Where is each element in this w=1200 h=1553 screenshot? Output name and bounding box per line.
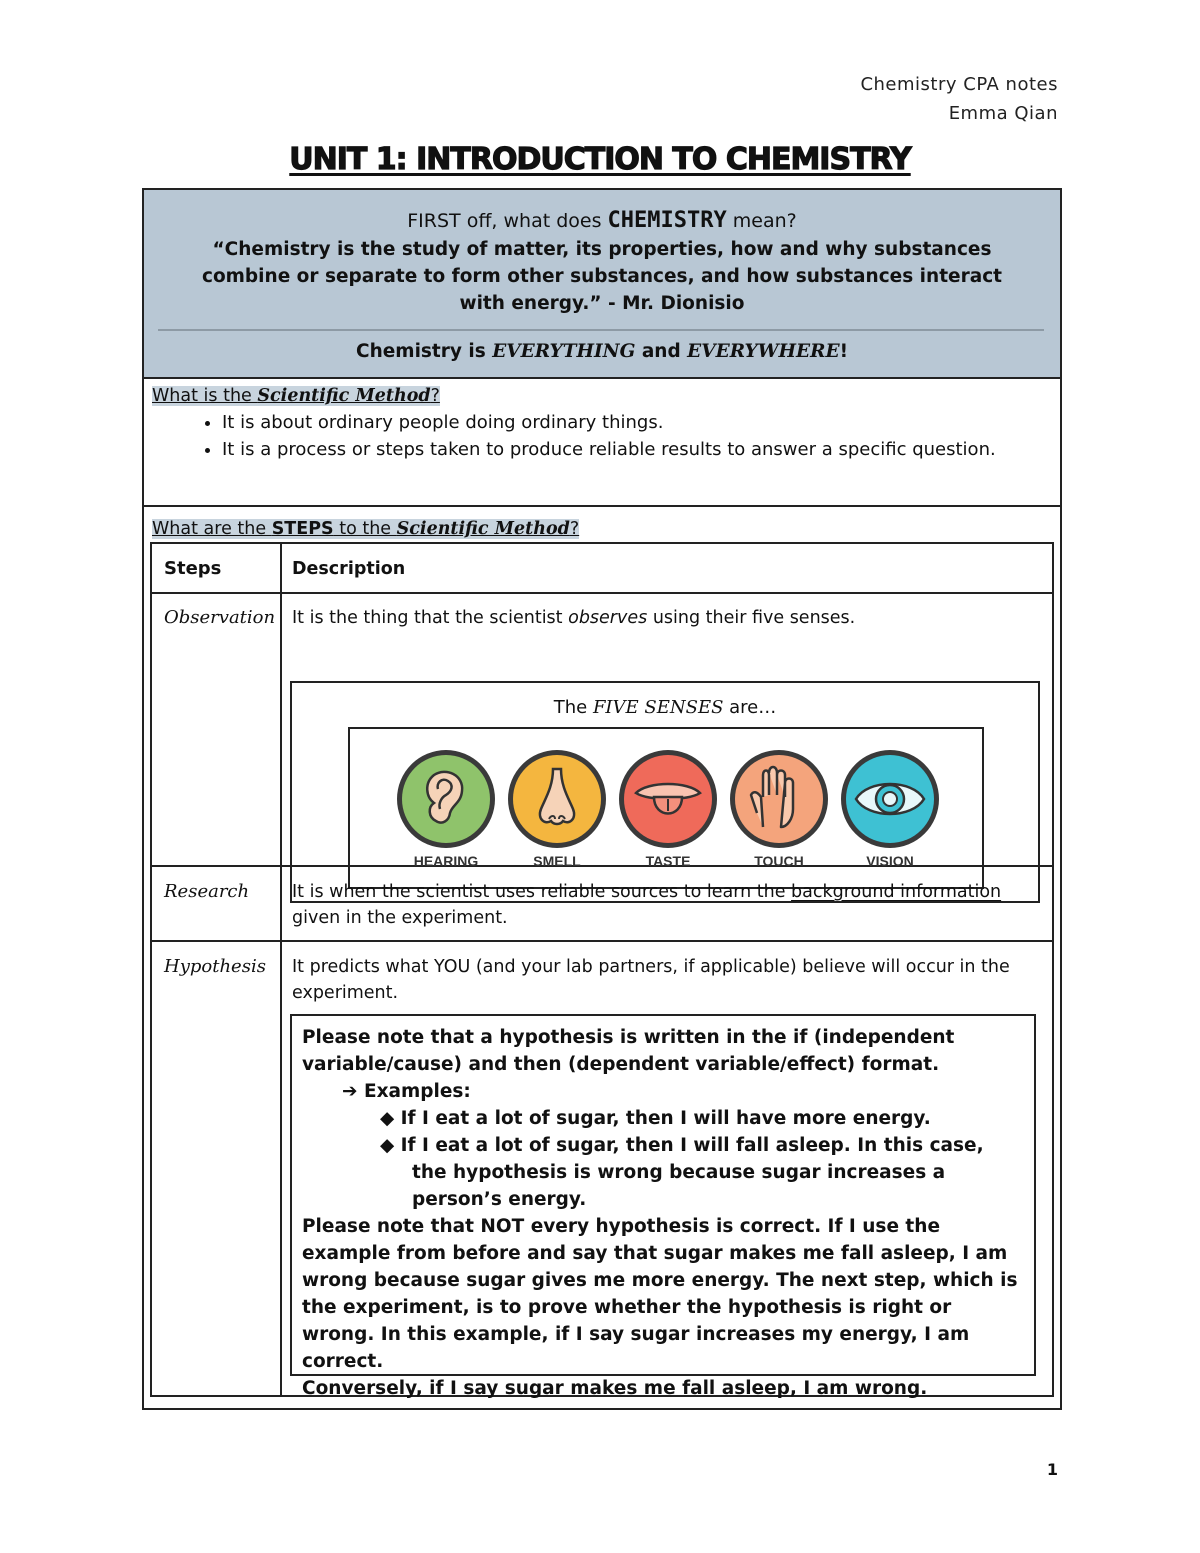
- example-text: If I eat a lot of sugar, then I will fall asleep. In this case, the hypothesis is wrong because sugar increases a person’s energy.: [400, 1135, 984, 1210]
- scientific-method-heading: [152, 386, 440, 406]
- nose-icon: [505, 747, 609, 851]
- definition-question: [144, 208, 1060, 233]
- everywhere-word: EVERYWHERE: [687, 341, 840, 362]
- heading-mid: to the: [333, 519, 397, 539]
- chemistry-word: CHEMISTRY: [607, 208, 727, 233]
- hypothesis-description: It predicts what YOU (and your lab partners, if applicable) believe will occur in the experiment.: [292, 957, 1010, 1003]
- divider: [158, 329, 1044, 331]
- bullet-item: • It is about ordinary people doing ordinary things.: [222, 410, 1002, 437]
- desc-end: given in the experiment.: [292, 908, 508, 928]
- desc-end: using their five senses.: [647, 608, 856, 628]
- sense-label: TASTE: [645, 853, 691, 869]
- everything-statement: [144, 341, 1060, 362]
- notes-table: [142, 188, 1062, 1410]
- desc-text: It is when the scientist uses reliable sources to learn the: [292, 882, 792, 902]
- examples-label: [302, 1078, 1022, 1105]
- page-number: 1: [1046, 1460, 1058, 1479]
- table-header-row: [152, 544, 1052, 594]
- sense-vision: [838, 747, 942, 869]
- steps-heading: [152, 519, 579, 539]
- five-senses-caption: [292, 697, 1038, 718]
- steps-table: [150, 542, 1054, 1397]
- note-not-every: Please note that NOT every hypothesis is correct. If I use the example from before and say that sugar makes me fall asleep, I am wrong because sugar gives me more energy. The next step, which is the experiment, is to prove whether the hypothesis is right or wrong. In this example, if I say sugar increases my energy, I am correct.: [302, 1216, 1018, 1372]
- description-column-header: Description: [292, 559, 406, 579]
- table-row-observation: [152, 594, 1052, 867]
- hypothesis-note: [302, 1024, 1022, 1402]
- author-name: Emma Qian: [948, 103, 1058, 124]
- bullet-item: • It is a process or steps taken to produce reliable results to answer a specific question.: [222, 437, 1002, 464]
- heading-text: What is the: [152, 386, 258, 406]
- steps-column-header: Steps: [164, 558, 222, 579]
- note-conversely: Conversely, if I say sugar makes me fall asleep, I am wrong.: [302, 1378, 928, 1399]
- caption-end: are…: [723, 697, 777, 718]
- definition-quote: “Chemistry is the study of matter, its properties, how and why substances combine or separate to form other substances, and how substances interact with energy.” - Mr. Dionisio: [201, 239, 1003, 314]
- step-hypothesis: Hypothesis: [164, 956, 266, 977]
- sense-label: SMELL: [533, 853, 581, 869]
- table-row-research: [152, 867, 1052, 942]
- hand-icon: [727, 747, 831, 851]
- hypothesis-note-box: [290, 1014, 1036, 1399]
- table-row-hypothesis: [152, 942, 1052, 1399]
- sense-label: TOUCH: [754, 853, 804, 869]
- heading-end: ?: [430, 386, 440, 406]
- heading-emphasis: Scientific Method: [396, 519, 570, 539]
- sense-taste: [616, 747, 720, 869]
- example-text: If I eat a lot of sugar, then I will have more energy.: [400, 1108, 931, 1129]
- statement-and: and: [635, 341, 688, 362]
- question-text: FIRST off, what does: [407, 210, 608, 232]
- sense-touch: [727, 747, 831, 869]
- examples-text: Examples:: [363, 1081, 471, 1102]
- course-name: Chemistry CPA notes: [860, 74, 1058, 95]
- statement-end: !: [839, 341, 848, 362]
- desc-emphasis: observes: [568, 608, 648, 628]
- research-description: [292, 879, 1032, 931]
- scientific-method-bullets: [174, 410, 1002, 463]
- example-item: [302, 1132, 1022, 1213]
- desc-text: It is the thing that the scientist: [292, 608, 569, 628]
- eye-icon: [838, 747, 942, 851]
- example-item: [302, 1105, 1022, 1132]
- arrow-icon: ➔: [342, 1081, 364, 1102]
- sense-hearing: [394, 747, 498, 869]
- sense-label: HEARING: [413, 853, 479, 869]
- sense-label: VISION: [866, 853, 914, 869]
- step-observation: Observation: [164, 607, 276, 628]
- tongue-icon: [616, 747, 720, 851]
- diamond-icon: ◆: [380, 1135, 401, 1156]
- observation-description: [292, 605, 1032, 631]
- caption-text: The: [553, 697, 593, 718]
- heading-bold: STEPS: [271, 519, 334, 539]
- definition-box: [144, 190, 1060, 379]
- desc-underlined: background information: [791, 882, 1002, 902]
- sense-smell: [505, 747, 609, 869]
- everything-word: EVERYTHING: [492, 341, 636, 362]
- heading-end: ?: [569, 519, 580, 539]
- five-senses-illustration: [348, 727, 984, 889]
- unit-title: UNIT 1: INTRODUCTION TO CHEMISTRY: [289, 142, 911, 177]
- statement-text: Chemistry is: [356, 341, 493, 362]
- step-research: Research: [164, 881, 250, 902]
- scientific-method-section: [144, 379, 1060, 507]
- question-end: mean?: [726, 210, 797, 232]
- caption-emphasis: FIVE SENSES: [592, 697, 724, 718]
- heading-emphasis: Scientific Method: [257, 386, 431, 406]
- note-format: Please note that a hypothesis is written in the if (independent variable/cause) and then (dependent variable/effect) format.: [302, 1027, 955, 1075]
- heading-text: What are the: [152, 519, 272, 539]
- diamond-icon: ◆: [380, 1108, 401, 1129]
- ear-icon: [394, 747, 498, 851]
